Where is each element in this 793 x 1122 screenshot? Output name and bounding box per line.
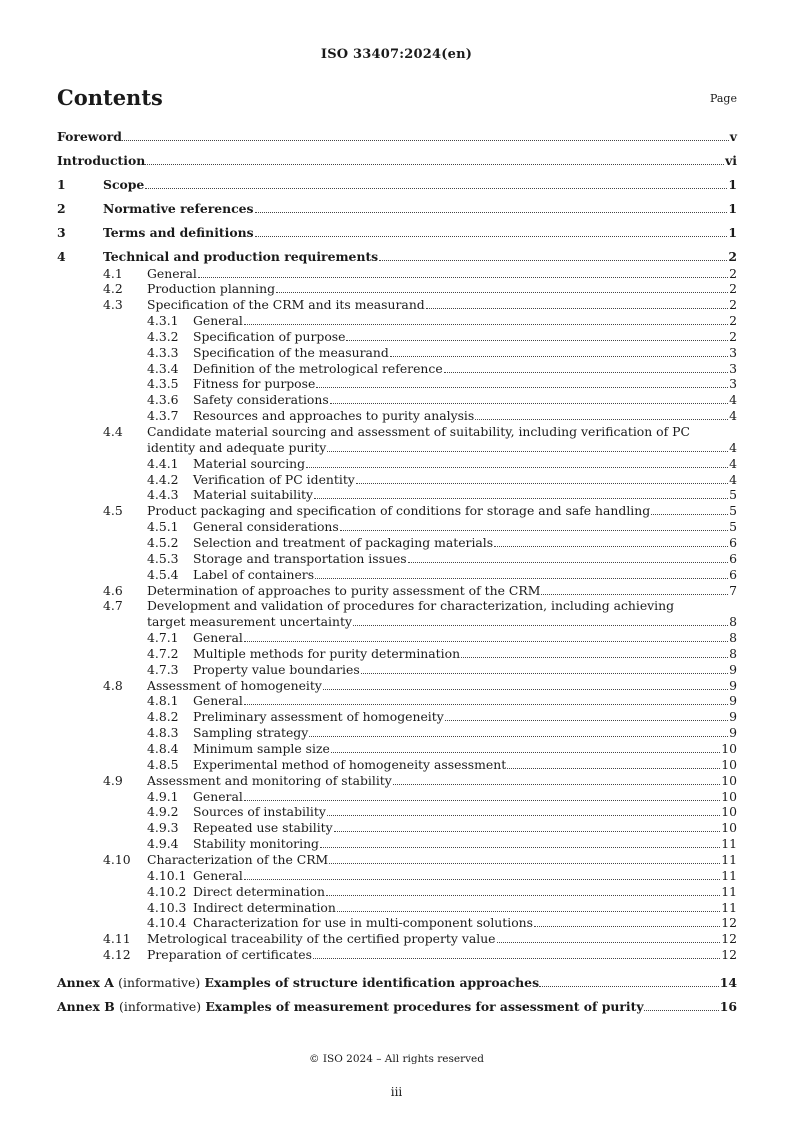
toc-entry-title: Stability monitoring (193, 836, 319, 852)
toc-entry-number: 4.9.4 (147, 836, 179, 852)
toc-entry[interactable] (57, 177, 737, 193)
dot-leader (444, 372, 728, 373)
toc-entry[interactable] (57, 456, 737, 472)
toc-entry-page: 2 (729, 265, 737, 281)
dot-leader (331, 752, 720, 753)
dot-leader (541, 594, 728, 595)
dot-leader (475, 419, 728, 420)
toc-entry-title: Characterization of the CRM (147, 851, 329, 867)
toc-entry[interactable] (57, 900, 737, 916)
toc-entry-title: Preliminary assessment of homogeneity (193, 709, 444, 725)
toc-entry[interactable] (57, 741, 737, 757)
toc-entry-page: 10 (721, 804, 737, 820)
toc-entry-page: 16 (719, 999, 737, 1015)
toc-entry-title (57, 999, 644, 1015)
toc-entry-number: 4.9.1 (147, 788, 179, 804)
toc-entry-page: vi (725, 153, 737, 168)
dot-leader (244, 641, 728, 642)
toc-entry-number: 4.4.2 (147, 471, 179, 487)
toc-entry-number: 3 (57, 225, 66, 240)
dot-leader (276, 292, 728, 293)
toc-entry-title: Material sourcing (193, 455, 306, 471)
dot-leader (651, 514, 728, 515)
document-id-header: ISO 33407:2024(en) (320, 47, 473, 62)
toc-entry-title: Indirect determination (193, 899, 336, 915)
dot-leader (534, 926, 720, 927)
toc-entry-title: Product packaging and specification of conditions for storage and safe handling (147, 503, 651, 519)
toc-entry-number: 4.5.3 (147, 550, 179, 566)
toc-entry-title: Label of containers (193, 566, 315, 582)
toc-annex-entry[interactable] (57, 975, 737, 991)
dot-leader (507, 768, 720, 769)
dot-leader (244, 704, 728, 705)
dot-leader (337, 911, 720, 912)
toc-entry-title: Definition of the metrological reference (193, 360, 443, 376)
toc-entry-page: 10 (721, 741, 737, 756)
toc-entry-title: Foreword (57, 129, 122, 144)
dot-leader (408, 562, 728, 563)
toc-entry-page: 11 (721, 836, 737, 852)
toc-entry-page: 4 (729, 408, 737, 424)
toc-entry-title: target measurement uncertainty (147, 614, 352, 630)
dot-leader (329, 863, 720, 864)
dot-leader (314, 498, 728, 499)
toc-entry-title: identity and adequate purity (147, 439, 327, 455)
toc-entry-page: 9 (729, 709, 737, 725)
toc-entry-number: 4.1 (103, 265, 123, 281)
toc-entry-number: 4.12 (103, 947, 131, 963)
toc-entry-number: 4.3.4 (147, 360, 179, 376)
toc-entry-title (57, 975, 539, 991)
toc-entry-page: 6 (729, 566, 737, 582)
toc-entry-title: General (193, 630, 243, 646)
toc-entry-page: 10 (721, 756, 737, 772)
toc-entry[interactable] (57, 487, 737, 503)
toc-entry-title: Technical and production requirements (103, 249, 379, 264)
dot-leader (255, 236, 728, 237)
toc-entry-title: Storage and transportation issues (193, 550, 407, 566)
dot-leader (326, 895, 720, 896)
toc-entry[interactable] (57, 345, 737, 361)
dot-leader (320, 847, 720, 848)
toc-entry-number: 4.4 (103, 424, 123, 439)
toc-entry-page: 2 (729, 313, 737, 329)
toc-entry-title: Specification of the measurand (193, 344, 389, 360)
toc-entry-title: Direct determination (193, 883, 325, 899)
toc-entry[interactable] (57, 820, 737, 836)
toc-entry-title: Assessment and monitoring of stability (147, 772, 392, 788)
toc-entry-title: General (147, 265, 197, 281)
toc-entry[interactable] (57, 472, 737, 488)
dot-leader (327, 815, 720, 816)
dot-leader (330, 403, 728, 404)
toc-entry[interactable] (57, 361, 737, 377)
dot-leader (313, 958, 720, 959)
toc-entry-number: 4.3.2 (147, 328, 179, 344)
toc-entry-number: 4.3.3 (147, 344, 179, 360)
toc-entry-page: 2 (728, 249, 737, 264)
page-column-label: Page (709, 92, 737, 105)
toc-entry-page: 10 (721, 788, 737, 804)
toc-entry[interactable] (57, 836, 737, 852)
toc-entry-number: 4.8.2 (147, 709, 179, 725)
toc-entry-number: 4.9.2 (147, 804, 179, 820)
toc-entry-page: 9 (729, 661, 737, 677)
toc-entry-number: 4.3.1 (147, 313, 179, 329)
toc-entry[interactable] (57, 868, 737, 884)
toc-entry-number: 4.8.4 (147, 741, 179, 756)
toc-entry-page: 6 (729, 534, 737, 550)
toc-entry-title: Verification of PC identity (193, 471, 355, 487)
dot-leader (145, 188, 727, 189)
toc-entry-page: 8 (729, 614, 737, 630)
dot-leader (393, 784, 720, 785)
annex-note: (informative) (119, 999, 202, 1015)
toc-entry[interactable] (57, 804, 737, 820)
dot-leader (323, 689, 728, 690)
toc-entry-number: 4.6 (103, 582, 123, 598)
toc-entry-page: 3 (729, 376, 737, 392)
dot-leader (122, 140, 729, 141)
dot-leader (244, 800, 720, 801)
toc-entry-number: 4.7.3 (147, 661, 179, 677)
dot-leader (361, 673, 728, 674)
toc-entry-title: Sources of instability (193, 804, 326, 820)
toc-entry-page: 9 (729, 725, 737, 741)
toc-entry-page: 11 (721, 867, 737, 883)
dot-leader (494, 546, 728, 547)
toc-entry-number: 4.5.2 (147, 534, 179, 550)
toc-entry-number: 4.10.3 (147, 899, 187, 915)
toc-entry-number: 4.3 (103, 297, 123, 313)
contents-title: Contents (57, 85, 163, 110)
toc-entry[interactable] (57, 281, 737, 297)
toc-entry[interactable] (57, 503, 737, 519)
dot-leader (244, 324, 728, 325)
toc-entry[interactable] (57, 583, 737, 599)
toc-entry-page: 9 (729, 693, 737, 709)
toc-annex-entry[interactable] (57, 999, 737, 1015)
toc-entry-page: 5 (729, 503, 737, 519)
toc-entry-title: General (193, 693, 243, 709)
toc-entry-title: Resources and approaches to purity analysis (193, 408, 475, 424)
toc-entry[interactable] (57, 773, 737, 789)
dot-leader (497, 942, 721, 943)
dot-leader (327, 451, 728, 452)
dot-leader (379, 260, 727, 261)
toc-entry-page: 12 (721, 931, 737, 947)
dot-leader (334, 831, 721, 832)
dot-leader (198, 277, 728, 278)
toc-entry-page: 3 (729, 344, 737, 360)
toc-entry[interactable] (57, 598, 737, 614)
toc-entry-page: 1 (728, 201, 737, 216)
toc-entry-page: 4 (729, 439, 737, 455)
toc-entry-page: 4 (729, 392, 737, 408)
dot-leader (445, 720, 728, 721)
toc-entry[interactable] (57, 392, 737, 408)
toc-entry[interactable] (57, 915, 737, 931)
toc-entry-page: 3 (729, 360, 737, 376)
toc-entry-page: 10 (721, 772, 737, 788)
toc-entry-title: Multiple methods for purity determination (193, 645, 461, 661)
toc-entry-page: 11 (721, 899, 737, 915)
toc-entry-title: General considerations (193, 519, 339, 535)
toc-entry-page: 5 (729, 487, 737, 503)
dot-leader (644, 1010, 719, 1011)
toc-entry-page: 1 (728, 225, 737, 240)
toc-entry-number: 4.4.3 (147, 487, 179, 503)
page-number: iii (390, 1085, 403, 1099)
toc-entry-number: 4.5 (103, 503, 123, 519)
toc-entry-title: General (193, 867, 243, 883)
toc-entry-title: Introduction (57, 153, 146, 168)
toc-entry-page: v (729, 129, 737, 144)
toc-entry-number: 4.2 (103, 281, 123, 297)
toc-entry[interactable] (57, 424, 737, 440)
dot-leader (539, 986, 719, 987)
toc-entry[interactable] (57, 884, 737, 900)
toc-entry-number: 4.7.1 (147, 630, 179, 646)
toc-entry[interactable] (57, 567, 737, 583)
toc-entry-number: 4.3.6 (147, 392, 179, 408)
toc-entry-page: 6 (729, 550, 737, 566)
toc-entry-number: 2 (57, 201, 66, 216)
toc-entry-number: 4.8.1 (147, 693, 179, 709)
toc-entry[interactable] (57, 329, 737, 345)
toc-entry-page: 2 (729, 328, 737, 344)
toc-entry-page: 11 (721, 851, 737, 867)
annex-title: Examples of measurement procedures for assessment of purity (205, 999, 644, 1015)
toc-entry[interactable] (57, 646, 737, 662)
toc-entry-page: 9 (729, 677, 737, 693)
toc-entry[interactable] (57, 709, 737, 725)
dot-leader (353, 625, 728, 626)
dot-leader (315, 578, 728, 579)
toc-entry-page: 1 (728, 177, 737, 192)
toc-entry[interactable] (57, 630, 737, 646)
toc-entry-number: 4.7.2 (147, 645, 179, 661)
toc-entry-title: Preparation of certificates (147, 947, 312, 963)
toc-entry[interactable] (57, 201, 737, 217)
toc-entry-title: General (193, 788, 243, 804)
toc-entry[interactable] (57, 408, 737, 424)
dot-leader (390, 356, 728, 357)
toc-entry[interactable] (57, 313, 737, 329)
toc-entry-number: 4.5.1 (147, 519, 179, 535)
toc-entry-title: Production planning (147, 281, 276, 297)
toc-entry-title: Specification of purpose (193, 328, 346, 344)
toc-entry-title: Assessment of homogeneity (147, 677, 322, 693)
dot-leader (244, 879, 720, 880)
toc-entry[interactable] (57, 440, 737, 456)
toc-entry-number: 4.5.4 (147, 566, 179, 582)
toc-entry-number: 4 (57, 249, 66, 264)
toc-entry-title: Characterization for use in multi-component solutions (193, 915, 534, 931)
toc-entry-title: Material suitability (193, 487, 314, 503)
dot-leader (306, 467, 728, 468)
toc-entry-title: Selection and treatment of packaging materials (193, 534, 494, 550)
annex-label: Annex A (57, 975, 114, 991)
toc-entry-title: Metrological traceability of the certified property value (147, 931, 496, 947)
dot-leader (309, 736, 728, 737)
toc-entry-number: 4.3.5 (147, 376, 179, 392)
toc-entry[interactable] (57, 614, 737, 630)
dot-leader (145, 164, 724, 165)
toc-entry[interactable] (57, 551, 737, 567)
toc-entry-title: Repeated use stability (193, 820, 333, 836)
toc-entry-page: 4 (729, 471, 737, 487)
toc-entry[interactable] (57, 852, 737, 868)
toc-entry[interactable] (57, 693, 737, 709)
toc-entry-page: 8 (729, 630, 737, 646)
toc-entry[interactable] (57, 947, 737, 963)
toc-entry-number: 4.10.1 (147, 867, 187, 883)
toc-entry[interactable] (57, 376, 737, 392)
dot-leader (255, 212, 728, 213)
toc-entry-title: Candidate material sourcing and assessment of suitability, including verification of PC (147, 424, 690, 439)
toc-entry-number: 4.8.3 (147, 725, 179, 741)
toc-entry-page: 14 (719, 975, 737, 991)
toc-entry-page: 4 (729, 455, 737, 471)
toc-entry-page: 11 (721, 883, 737, 899)
toc-entry-page: 12 (721, 915, 737, 931)
copyright-footer: © ISO 2024 – All rights reserved (309, 1053, 484, 1065)
toc-entry-page: 10 (721, 820, 737, 836)
toc-entry-title: Property value boundaries (193, 661, 360, 677)
toc-entry[interactable] (57, 519, 737, 535)
toc-entry-number: 4.7 (103, 598, 123, 614)
toc-entry-number: 4.11 (103, 931, 131, 947)
toc-entry-page: 7 (729, 582, 737, 598)
toc-entry-number: 4.10 (103, 851, 131, 867)
toc-entry[interactable] (57, 225, 737, 241)
dot-leader (461, 657, 728, 658)
toc-entry-page: 5 (729, 519, 737, 535)
toc-entry-page: 2 (729, 297, 737, 313)
toc-entry-title: Determination of approaches to purity assessment of the CRM (147, 582, 541, 598)
toc-entry[interactable] (57, 678, 737, 694)
toc-entry[interactable] (57, 249, 737, 265)
toc-entry-title: Sampling strategy (193, 725, 309, 741)
annex-title: Examples of structure identification approaches (204, 975, 540, 991)
dot-leader (426, 308, 728, 309)
toc-entry-title: General (193, 313, 243, 329)
dot-leader (346, 340, 728, 341)
toc-entry-page: 2 (729, 281, 737, 297)
toc-entry-number: 4.9 (103, 772, 123, 788)
toc-entry-number: 4.8.5 (147, 756, 179, 772)
toc-entry[interactable] (57, 662, 737, 678)
toc-entry-title: Specification of the CRM and its measurand (147, 297, 425, 313)
toc-entry[interactable] (57, 931, 737, 947)
toc-entry-title: Scope (103, 177, 145, 192)
annex-note: (informative) (118, 975, 201, 991)
toc-entry[interactable] (57, 789, 737, 805)
toc-entry-number: 4.3.7 (147, 408, 179, 424)
toc-entry[interactable] (57, 129, 737, 145)
toc-entry-number: 1 (57, 177, 66, 192)
toc-entry[interactable] (57, 757, 737, 773)
dot-leader (316, 387, 728, 388)
toc-entry[interactable] (57, 297, 737, 313)
toc-entry[interactable] (57, 266, 737, 282)
toc-entry-page: 12 (721, 947, 737, 963)
toc-entry-title: Safety considerations (193, 392, 329, 408)
toc-entry[interactable] (57, 153, 737, 169)
dot-leader (356, 483, 728, 484)
toc-entry-title: Development and validation of procedures for characterization, including achieving (147, 598, 675, 614)
toc-entry[interactable] (57, 725, 737, 741)
toc-entry-title: Experimental method of homogeneity assessment (193, 756, 507, 772)
toc-entry-number: 4.10.2 (147, 883, 187, 899)
toc-entry-number: 4.9.3 (147, 820, 179, 836)
toc-entry-title: Minimum sample size (193, 741, 330, 756)
toc-entry[interactable] (57, 535, 737, 551)
dot-leader (340, 530, 728, 531)
toc-entry-title: Terms and definitions (103, 225, 254, 240)
toc-entry-title: Normative references (103, 201, 254, 216)
annex-label: Annex B (57, 999, 115, 1015)
toc-entry-number: 4.8 (103, 677, 123, 693)
toc-entry-number: 4.4.1 (147, 455, 179, 471)
toc-entry-number: 4.10.4 (147, 915, 187, 931)
toc-entry-title: Fitness for purpose (193, 376, 316, 392)
toc-entry-page: 8 (729, 645, 737, 661)
